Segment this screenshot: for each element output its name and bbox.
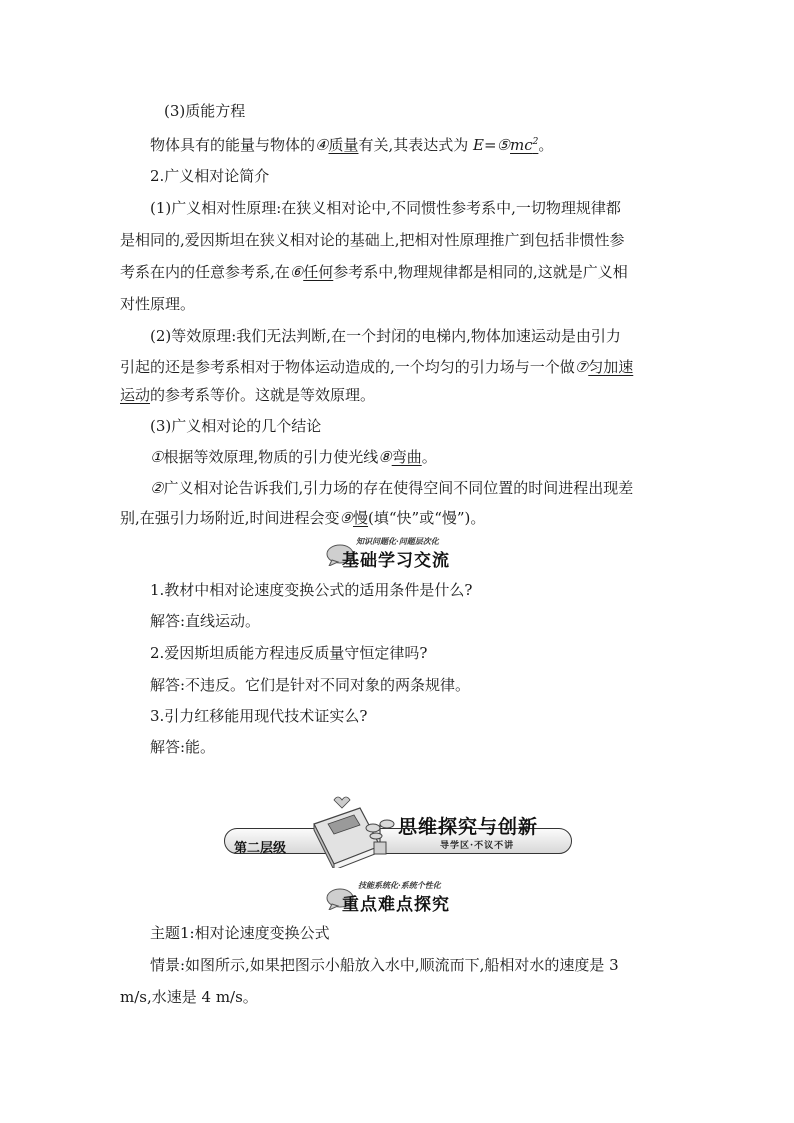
section-heading-general-relativity: 2.广义相对论简介 xyxy=(150,167,270,185)
paragraph-line xyxy=(120,385,375,405)
paragraph-line: 是相同的,爱因斯坦在狭义相对论的基础上,把相对性原理推广到包括非惯性参 xyxy=(120,231,625,249)
answer-2: 解答:不违反。它们是针对不同对象的两条规律。 xyxy=(150,676,471,694)
text-segment: 物体具有的能量与物体的 xyxy=(150,136,316,154)
blank-number: ⑥ xyxy=(289,263,304,281)
plant-icon xyxy=(362,814,398,856)
blank-number: ⑧ xyxy=(378,448,392,466)
text-segment: 考系在内的任意参考系,在 xyxy=(120,263,290,281)
text-segment: 参考系中,物理规律都是相同的,这就是广义相 xyxy=(333,263,628,281)
list-number: ① xyxy=(150,448,164,466)
banner-slogan: 知识问题化·问题层次化 xyxy=(356,536,439,546)
text-segment: 别,在强引力场附近,时间进程会变 xyxy=(120,509,340,527)
formula-energy: E xyxy=(473,136,484,154)
blank-number: ⑦ xyxy=(574,358,589,376)
paragraph-mass-energy-heading: (3)质能方程 xyxy=(164,102,246,120)
level-banner-subtitle: 导学区·不议不讲 xyxy=(440,841,515,851)
paragraph-mass-energy xyxy=(150,135,553,155)
text-segment: (填“快”或“慢”)。 xyxy=(368,509,486,527)
text-segment: 广义相对论告诉我们,引力场的存在使得空间不同位置的时间进程出现差 xyxy=(163,479,634,497)
answer-mc2 xyxy=(510,136,538,154)
paragraph-line: (2)等效原理:我们无法判断,在一个封闭的电梯内,物体加速运动是由引力 xyxy=(150,327,621,345)
question-3: 3.引力红移能用现代技术证实么? xyxy=(150,707,368,725)
section-banner-key-points xyxy=(326,880,476,916)
paragraph-line xyxy=(120,357,633,377)
paragraph-line: (1)广义相对性原理:在狭义相对论中,不同惯性参考系中,一切物理规律都 xyxy=(150,199,621,217)
paragraph-line xyxy=(150,478,633,498)
level-banner xyxy=(222,792,574,872)
level-banner-title: 思维探究与创新 xyxy=(398,816,539,838)
question-2: 2.爱因斯坦质能方程违反质量守恒定律吗? xyxy=(150,644,428,662)
section-heading-conclusions: (3)广义相对论的几个结论 xyxy=(150,417,322,435)
answer-motion: 运动 xyxy=(120,386,151,404)
blank-number: ⑨ xyxy=(339,509,353,527)
section-banner-basic-learning xyxy=(326,536,476,572)
blank-number: ⑤ xyxy=(496,136,511,154)
paragraph-line xyxy=(120,262,628,282)
text-segment: 根据等效原理,物质的引力使光线 xyxy=(163,448,379,466)
formula-equals: = xyxy=(483,136,497,154)
scenario-line: 情景:如图所示,如果把图示小船放入水中,顺流而下,船相对水的速度是 3 xyxy=(150,956,619,974)
answer-slow: 慢 xyxy=(353,509,369,527)
formula-mc: mc xyxy=(510,136,533,154)
answer-1: 解答:直线运动。 xyxy=(150,612,261,630)
answer-any: 任何 xyxy=(303,263,334,281)
text-segment: 有关,其表达式为 xyxy=(358,136,474,154)
answer-mass: 质量 xyxy=(328,136,359,154)
text-segment: 。 xyxy=(538,136,554,154)
text-segment: 引起的还是参考系相对于物体运动造成的,一个均匀的引力场与一个做 xyxy=(120,358,575,376)
text-segment: 。 xyxy=(421,448,437,466)
banner-slogan: 技能系统化·系统个性化 xyxy=(358,880,441,890)
paragraph-line xyxy=(150,447,437,467)
formula-exponent: 2 xyxy=(532,137,539,147)
banner-title: 基础学习交流 xyxy=(342,551,450,571)
text-segment: 的参考系等价。这就是等效原理。 xyxy=(150,386,376,404)
blank-number: ④ xyxy=(315,136,329,154)
answer-bend: 弯曲 xyxy=(391,448,422,466)
question-1: 1.教材中相对论速度变换公式的适用条件是什么? xyxy=(150,581,473,599)
paragraph-line: 对性原理。 xyxy=(120,295,196,313)
banner-title: 重点难点探究 xyxy=(342,895,450,915)
answer-3: 解答:能。 xyxy=(150,738,216,756)
topic-heading: 主题1:相对论速度变换公式 xyxy=(150,924,330,942)
answer-uniform-acceleration: 匀加速 xyxy=(588,358,634,376)
list-number: ② xyxy=(150,479,164,497)
paragraph-line xyxy=(120,508,485,528)
scenario-line: m/s,水速是 4 m/s。 xyxy=(120,988,258,1006)
level-label: 第二层级 xyxy=(234,841,287,856)
